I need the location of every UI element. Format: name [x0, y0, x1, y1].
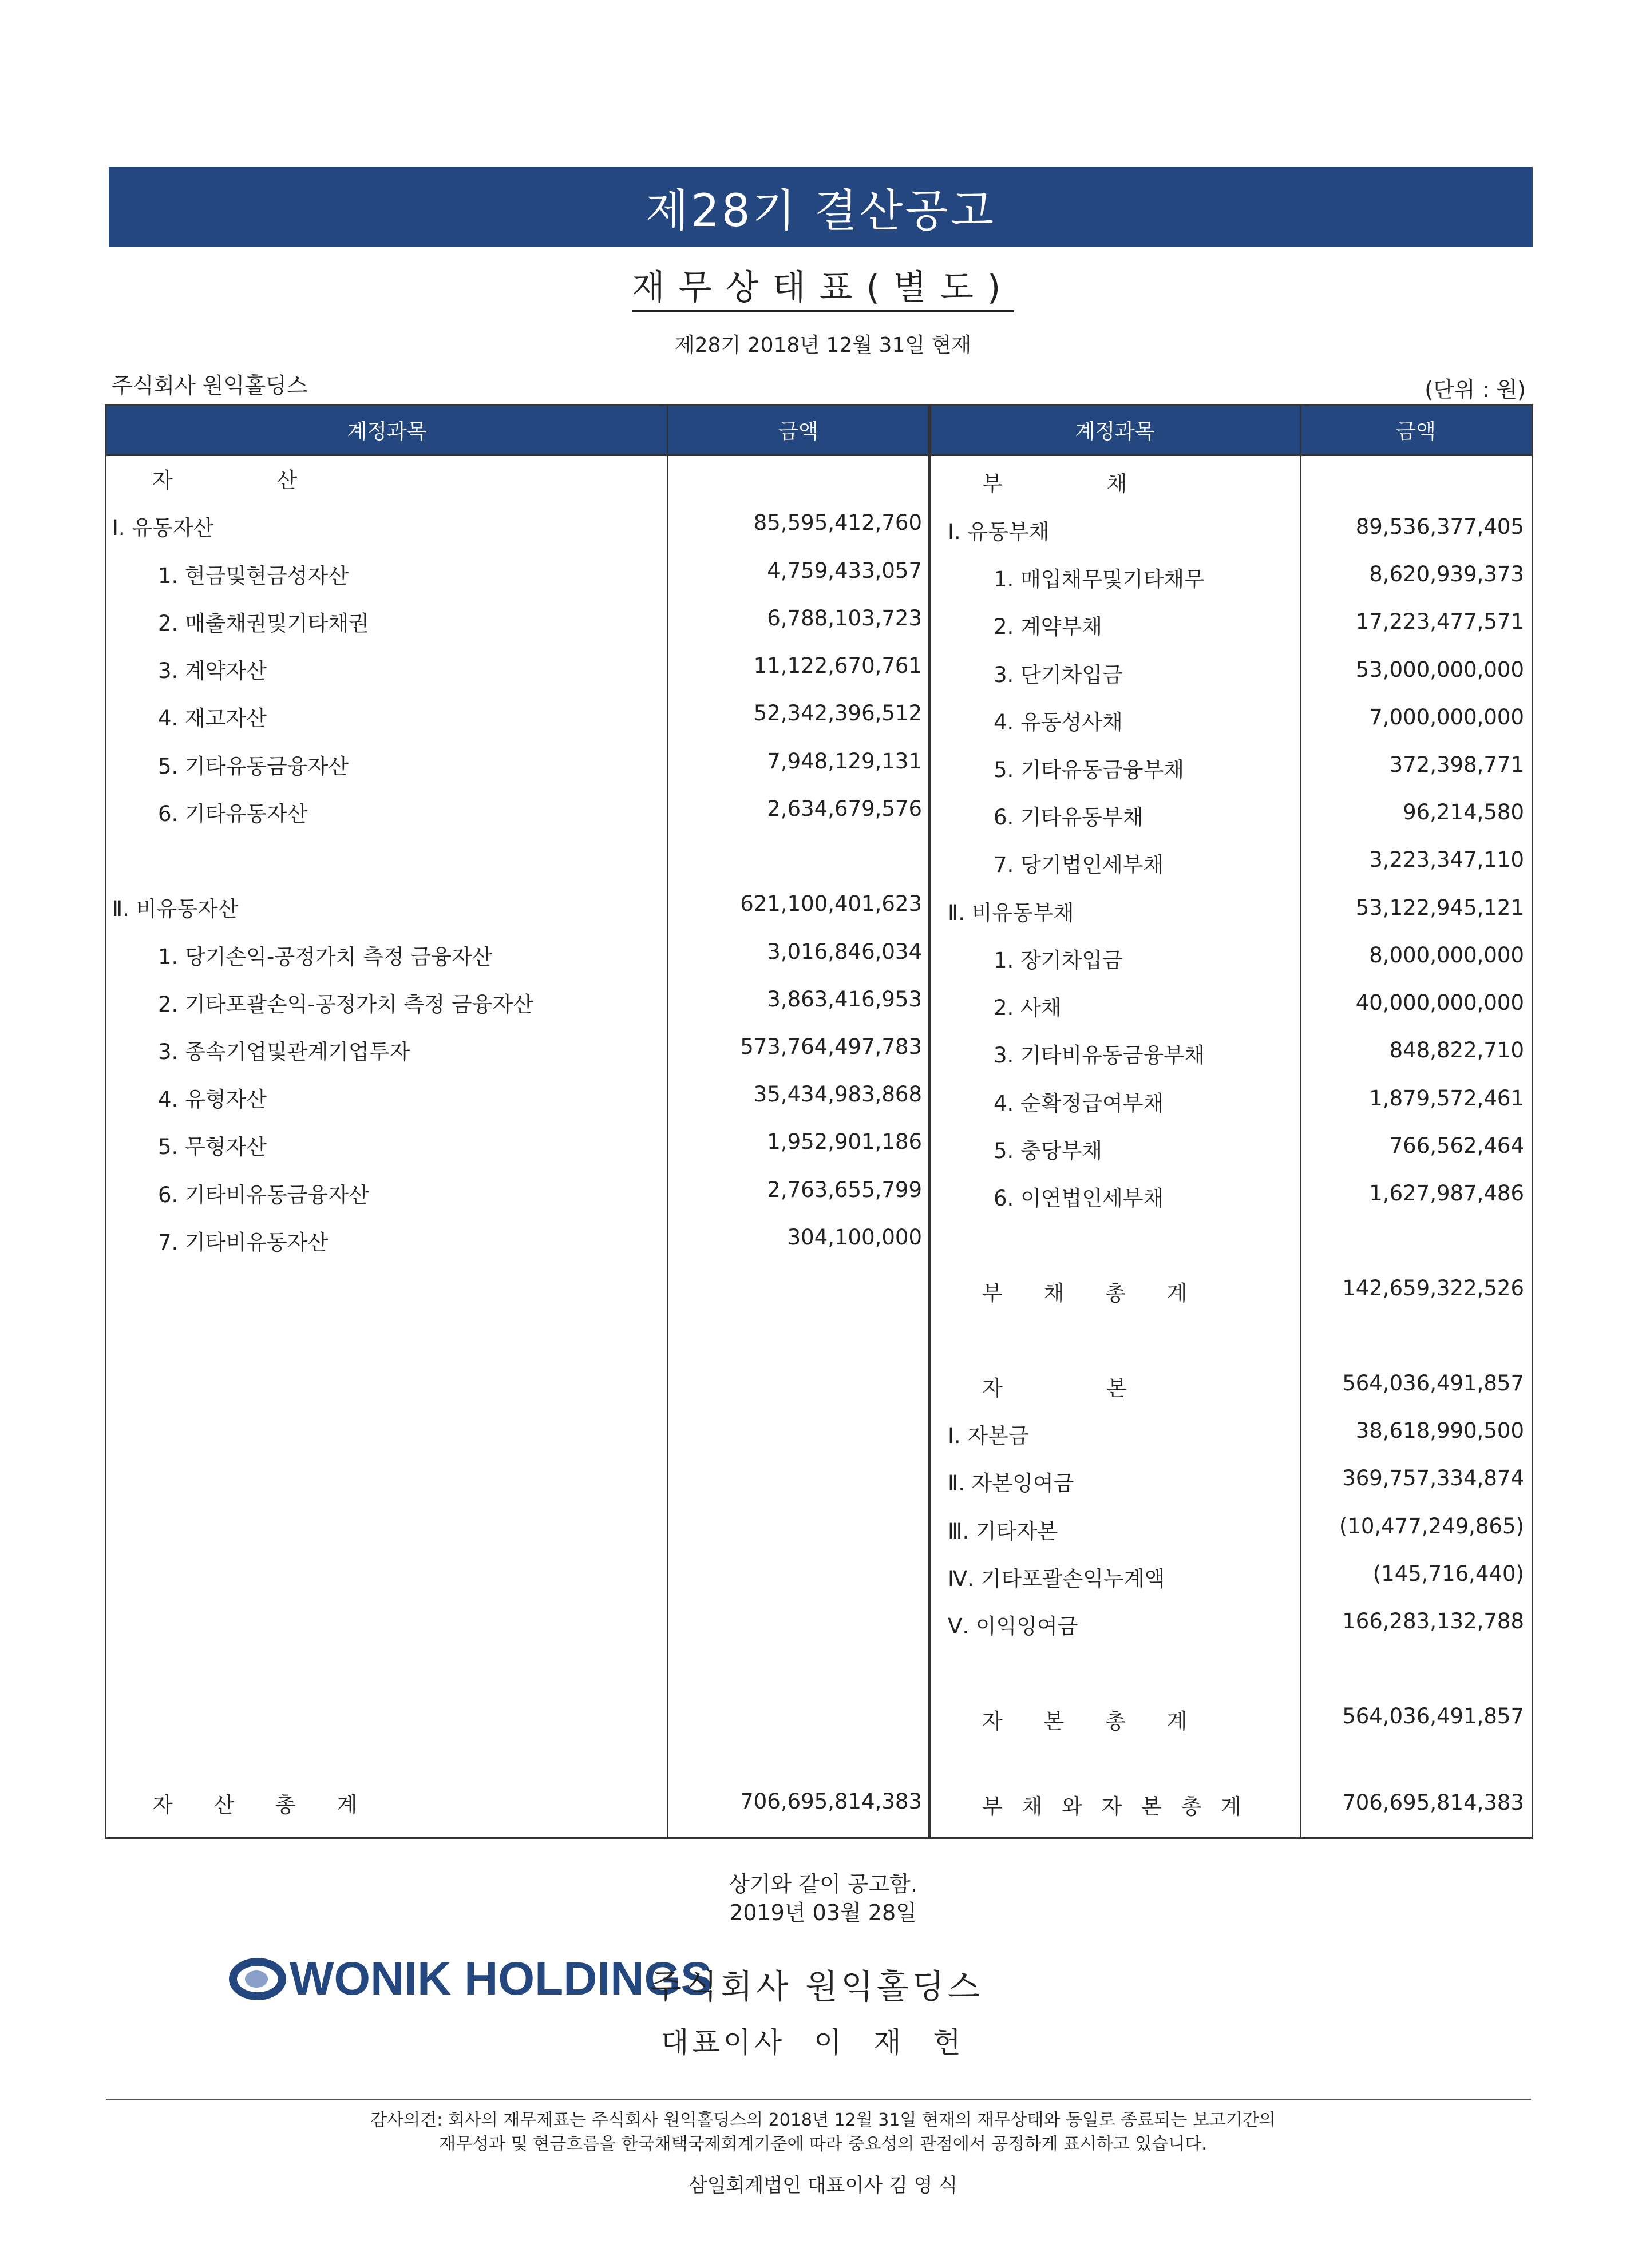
- liability-equity-row-label: 2. 계약부채: [994, 614, 1103, 639]
- balance-sheet-table: [105, 404, 1533, 1839]
- banner-title: 제28기 결산공고: [645, 185, 996, 237]
- liability-equity-row-label: 2. 사채: [994, 996, 1062, 1020]
- asset-row-label: 2. 매출채권및기타채권: [158, 611, 369, 636]
- column-divider: [1300, 406, 1301, 1837]
- liability-equity-row-label: 5. 충당부채: [994, 1139, 1103, 1163]
- liability-equity-row-amount: (145,716,440): [1372, 1561, 1524, 1586]
- announcement-banner: [109, 167, 1533, 247]
- asset-row-amount: 4,759,433,057: [767, 558, 922, 583]
- liability-equity-row-amount: 766,562,464: [1389, 1133, 1524, 1158]
- liability-equity-row-label: 부 채 총 계: [982, 1281, 1188, 1306]
- asset-row-label: 4. 유형자산: [158, 1087, 267, 1112]
- liability-equity-row-amount: 53,000,000,000: [1355, 657, 1524, 682]
- company-label: 주식회사 원익홀딩스: [112, 373, 308, 398]
- ceo-name: 대표이사 이 재 헌: [661, 2026, 964, 2059]
- liability-equity-row-label: Ⅰ. 유동부채: [948, 520, 1050, 544]
- asset-row-label: 3. 계약자산: [158, 659, 267, 683]
- liability-equity-row-label: 부 채: [982, 471, 1127, 496]
- liability-equity-row-label: 1. 매입채무및기타채무: [994, 567, 1205, 592]
- asset-row-label: 5. 기타유동금융자산: [158, 754, 349, 779]
- liability-equity-row-label: 6. 이연법인세부채: [994, 1186, 1164, 1211]
- header-right-account: 계정과목: [1075, 420, 1155, 443]
- asset-row-label: 5. 무형자산: [158, 1135, 267, 1159]
- liability-equity-row-label: 1. 장기차입금: [994, 948, 1123, 973]
- liability-equity-row-amount: 166,283,132,788: [1342, 1609, 1524, 1633]
- liability-equity-row-label: Ⅱ. 자본잉여금: [948, 1471, 1074, 1496]
- asset-row-label: 3. 종속기업및관계기업투자: [158, 1040, 410, 1064]
- asset-row-label: 6. 기타유동자산: [158, 802, 308, 826]
- asset-row-amount: 2,634,679,576: [767, 796, 922, 821]
- asset-row-label: 자 산: [152, 468, 298, 493]
- liability-equity-row-amount: 142,659,322,526: [1342, 1276, 1524, 1300]
- liability-equity-row-amount: 8,620,939,373: [1369, 562, 1524, 586]
- liability-equity-row-amount: 53,122,945,121: [1355, 895, 1524, 920]
- liability-equity-row-amount: 38,618,990,500: [1355, 1418, 1524, 1443]
- company-logo: [229, 1952, 712, 2006]
- unit-label: (단위 : 원): [1425, 377, 1526, 402]
- liability-equity-row-amount: 564,036,491,857: [1342, 1371, 1524, 1395]
- liability-equity-row-amount: 17,223,477,571: [1355, 609, 1524, 634]
- asset-row-amount: 3,016,846,034: [767, 939, 922, 964]
- asset-row-amount: 7,948,129,131: [767, 749, 922, 774]
- liability-equity-row-label: 3. 단기차입금: [994, 663, 1123, 687]
- liability-equity-row-label: Ⅳ. 기타포괄손익누계액: [948, 1567, 1165, 1591]
- header-left-amount: 금액: [778, 420, 818, 443]
- audit-opinion-line1: 감사의견: 회사의 재무제표는 주식회사 원익홀딩스의 2018년 12월 31일 현재의 재무상태와 동일로 종료되는 보고기간의: [370, 2110, 1276, 2130]
- document-title-text: 재무상태표(별도): [632, 268, 1015, 312]
- liability-equity-row-label: 4. 유동성사채: [994, 710, 1123, 735]
- header-divider: [106, 454, 1532, 456]
- asset-row-label: Ⅱ. 비유동자산: [112, 897, 239, 921]
- liability-equity-row-amount: 40,000,000,000: [1355, 990, 1524, 1015]
- liability-equity-row-amount: 1,627,987,486: [1369, 1181, 1524, 1206]
- footer-company-name: 주식회사 원익홀딩스: [650, 1967, 983, 2006]
- liability-equity-row-amount: 96,214,580: [1403, 800, 1524, 824]
- reporting-date: 제28기 2018년 12월 31일 현재: [674, 334, 972, 357]
- liability-equity-row-label: 5. 기타유동금융부채: [994, 758, 1184, 782]
- liability-equity-row-amount: 8,000,000,000: [1369, 943, 1524, 968]
- asset-row-amount: 2,763,655,799: [767, 1177, 922, 1202]
- asset-row-amount: 304,100,000: [787, 1225, 922, 1250]
- asset-row-amount: 1,952,901,186: [767, 1129, 922, 1154]
- asset-row-amount: 573,764,497,783: [740, 1034, 922, 1059]
- total-assets-label: 자 산 총 계: [152, 1793, 358, 1817]
- asset-row-amount: 35,434,983,868: [753, 1082, 922, 1107]
- asset-row-label: 1. 당기손익-공정가치 측정 금융자산: [158, 945, 493, 969]
- audit-divider: [106, 2099, 1531, 2100]
- asset-row-label: 1. 현금및현금성자산: [158, 564, 349, 588]
- asset-row-label: 4. 재고자산: [158, 706, 267, 731]
- asset-row-amount: 85,595,412,760: [753, 510, 922, 535]
- liability-equity-row-amount: 7,000,000,000: [1369, 705, 1524, 729]
- liability-equity-row-label: 7. 당기법인세부채: [994, 853, 1164, 877]
- asset-row-label: 2. 기타포괄손익-공정가치 측정 금융자산: [158, 992, 533, 1017]
- asset-row-amount: 3,863,416,953: [767, 987, 922, 1012]
- table-header: [106, 406, 1532, 454]
- asset-row-label: 6. 기타비유동금융자산: [158, 1183, 369, 1207]
- asset-row-amount: 621,100,401,623: [740, 891, 922, 916]
- liability-equity-row-label: Ⅰ. 자본금: [948, 1424, 1029, 1448]
- liability-equity-row-amount: 3,223,347,110: [1369, 847, 1524, 872]
- total-assets-amount: 706,695,814,383: [740, 1789, 922, 1814]
- asset-row-amount: 11,122,670,761: [753, 653, 922, 678]
- liability-equity-row-label: 3. 기타비유동금융부채: [994, 1043, 1205, 1068]
- liability-equity-row-label: Ⅱ. 비유동부채: [948, 901, 1074, 925]
- notice-date: 2019년 03월 28일: [729, 1900, 917, 1925]
- liability-equity-row-amount: 372,398,771: [1389, 752, 1524, 777]
- liability-equity-row-amount: (10,477,249,865): [1339, 1514, 1524, 1539]
- liability-equity-row-label: Ⅲ. 기타자본: [948, 1519, 1058, 1544]
- total-liabilities-equity-amount: 706,695,814,383: [1342, 1790, 1524, 1815]
- liability-equity-row-amount: 369,757,334,874: [1342, 1466, 1524, 1490]
- header-left-account: 계정과목: [347, 420, 427, 443]
- notice-text: 상기와 같이 공고함.: [729, 1872, 917, 1897]
- asset-row-label: Ⅰ. 유동자산: [112, 516, 214, 540]
- liability-equity-row-label: 4. 순확정급여부채: [994, 1091, 1164, 1116]
- liability-equity-row-label: Ⅴ. 이익잉여금: [948, 1614, 1078, 1639]
- liability-equity-row-label: 자 본: [982, 1376, 1127, 1401]
- total-liabilities-equity-label: 부 채 와 자 본 총 계: [982, 1794, 1241, 1819]
- asset-row-label: 7. 기타비유동자산: [158, 1230, 329, 1255]
- asset-row-amount: 6,788,103,723: [767, 606, 922, 631]
- liability-equity-row-label: 6. 기타유동부채: [994, 805, 1144, 830]
- column-divider: [928, 406, 931, 1837]
- logo-mark-icon: [229, 1958, 286, 2000]
- liability-equity-row-amount: 848,822,710: [1389, 1038, 1524, 1062]
- liability-equity-row-amount: 564,036,491,857: [1342, 1704, 1524, 1728]
- asset-row-amount: 52,342,396,512: [753, 701, 922, 725]
- document-title: [0, 260, 1646, 310]
- liability-equity-row-label: 자 본 총 계: [982, 1709, 1188, 1734]
- header-right-amount: 금액: [1396, 420, 1436, 443]
- auditor-signature: 삼일회계법인 대표이사 김 영 식: [688, 2174, 958, 2197]
- logo-text: WONIK HOLDINGS: [290, 1953, 712, 2005]
- audit-opinion-line2: 재무성과 및 현금흐름을 한국채택국제회계기준에 따라 중요성의 관점에서 공정하게 표시하고 있습니다.: [439, 2134, 1207, 2154]
- liability-equity-row-amount: 1,879,572,461: [1369, 1086, 1524, 1111]
- liability-equity-row-amount: 89,536,377,405: [1355, 514, 1524, 539]
- column-divider: [667, 406, 668, 1837]
